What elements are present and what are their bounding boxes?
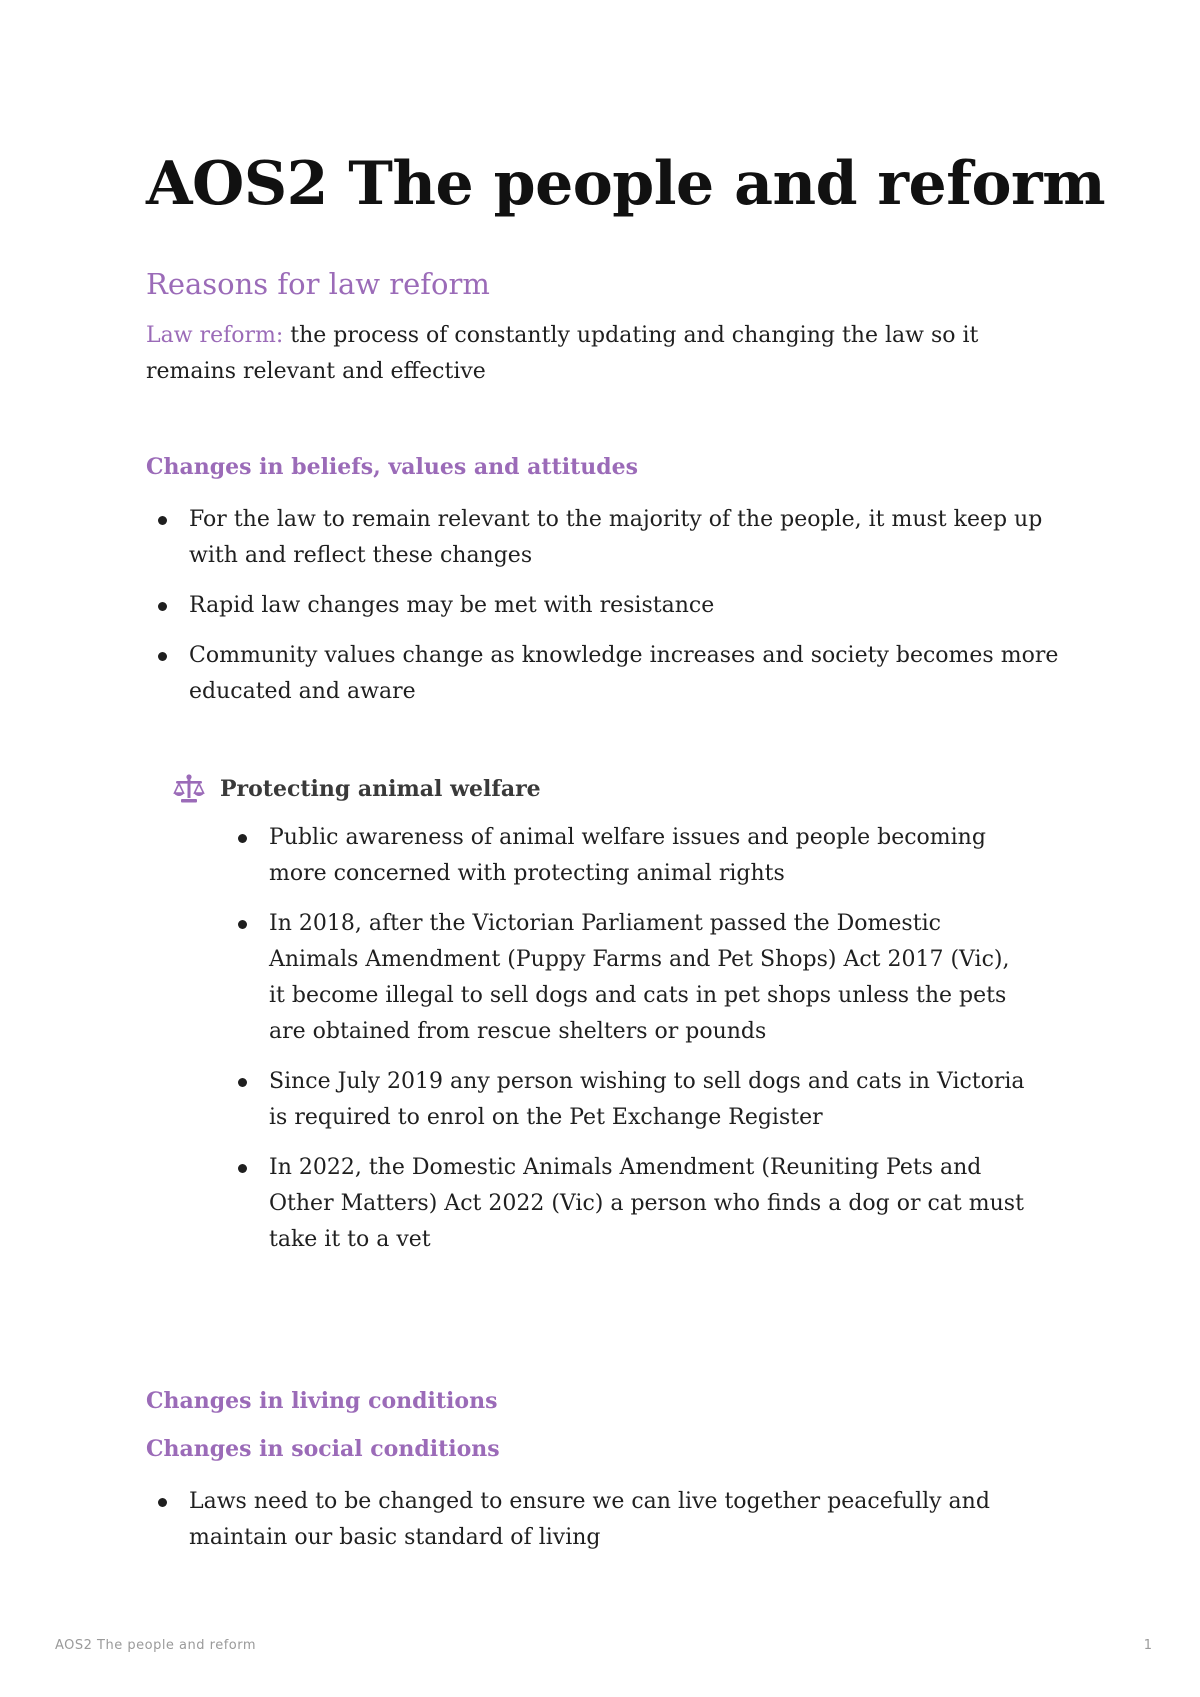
list-item — [226, 820, 1026, 892]
bullet-icon — [238, 834, 247, 843]
bullet-icon — [158, 1498, 167, 1507]
page-title: AOS2 The people and reform — [146, 149, 1106, 219]
list-item-text: For the law to remain relevant to the majority of the people, it must keep up with and reflect these changes — [189, 507, 1043, 568]
callout-header — [172, 771, 541, 807]
animal-welfare-list — [226, 820, 1026, 1272]
list-item-text: Laws need to be changed to ensure we can live together peacefully and maintain our basic standard of living — [189, 1489, 990, 1550]
list-item-text: Community values change as knowledge increases and society becomes more educated and aware — [189, 643, 1059, 704]
list-item — [146, 1484, 1066, 1556]
list-item-text: In 2022, the Domestic Animals Amendment (Reuniting Pets and Other Matters) Act 2022 (Vic) a person who finds a dog or cat must take it to a vet — [269, 1155, 1024, 1252]
list-item — [226, 906, 1026, 1050]
list-item — [226, 1064, 1026, 1136]
beliefs-list — [146, 502, 1066, 724]
list-item-text: Rapid law changes may be met with resistance — [189, 593, 715, 618]
list-item-text: Public awareness of animal welfare issues and people becoming more concerned with protecting animal rights — [269, 825, 986, 886]
bullet-icon — [158, 602, 167, 611]
page-number: 1 — [1143, 1638, 1152, 1653]
list-item — [226, 1150, 1026, 1258]
law-reform-definition — [146, 318, 1066, 390]
bullet-icon — [158, 516, 167, 525]
scales-icon — [172, 774, 206, 804]
section-heading-reasons: Reasons for law reform — [146, 267, 490, 301]
bullet-icon — [158, 652, 167, 661]
list-item-text: In 2018, after the Victorian Parliament passed the Domestic Animals Amendment (Puppy Farms and Pet Shops) Act 2017 (Vic), it become illegal to sell dogs and cats in pet shops unless the pets are obtained from rescue shelters or pounds — [269, 911, 1010, 1044]
list-item — [146, 502, 1066, 574]
subheading-living: Changes in living conditions — [146, 1388, 498, 1414]
list-item — [146, 638, 1066, 710]
definition-text: the process of constantly updating and changing the law so it remains relevant and effective — [146, 323, 979, 384]
callout-title: Protecting animal welfare — [220, 776, 541, 802]
list-item-text: Since July 2019 any person wishing to sell dogs and cats in Victoria is required to enrol on the Pet Exchange Register — [269, 1069, 1025, 1130]
footer-document-title: AOS2 The people and reform — [55, 1638, 257, 1653]
social-list — [146, 1484, 1066, 1570]
subheading-social: Changes in social conditions — [146, 1436, 500, 1462]
bullet-icon — [238, 920, 247, 929]
subheading-beliefs: Changes in beliefs, values and attitudes — [146, 454, 639, 480]
bullet-icon — [238, 1164, 247, 1173]
bullet-icon — [238, 1078, 247, 1087]
list-item — [146, 588, 1066, 624]
definition-term: Law reform: — [146, 323, 284, 348]
